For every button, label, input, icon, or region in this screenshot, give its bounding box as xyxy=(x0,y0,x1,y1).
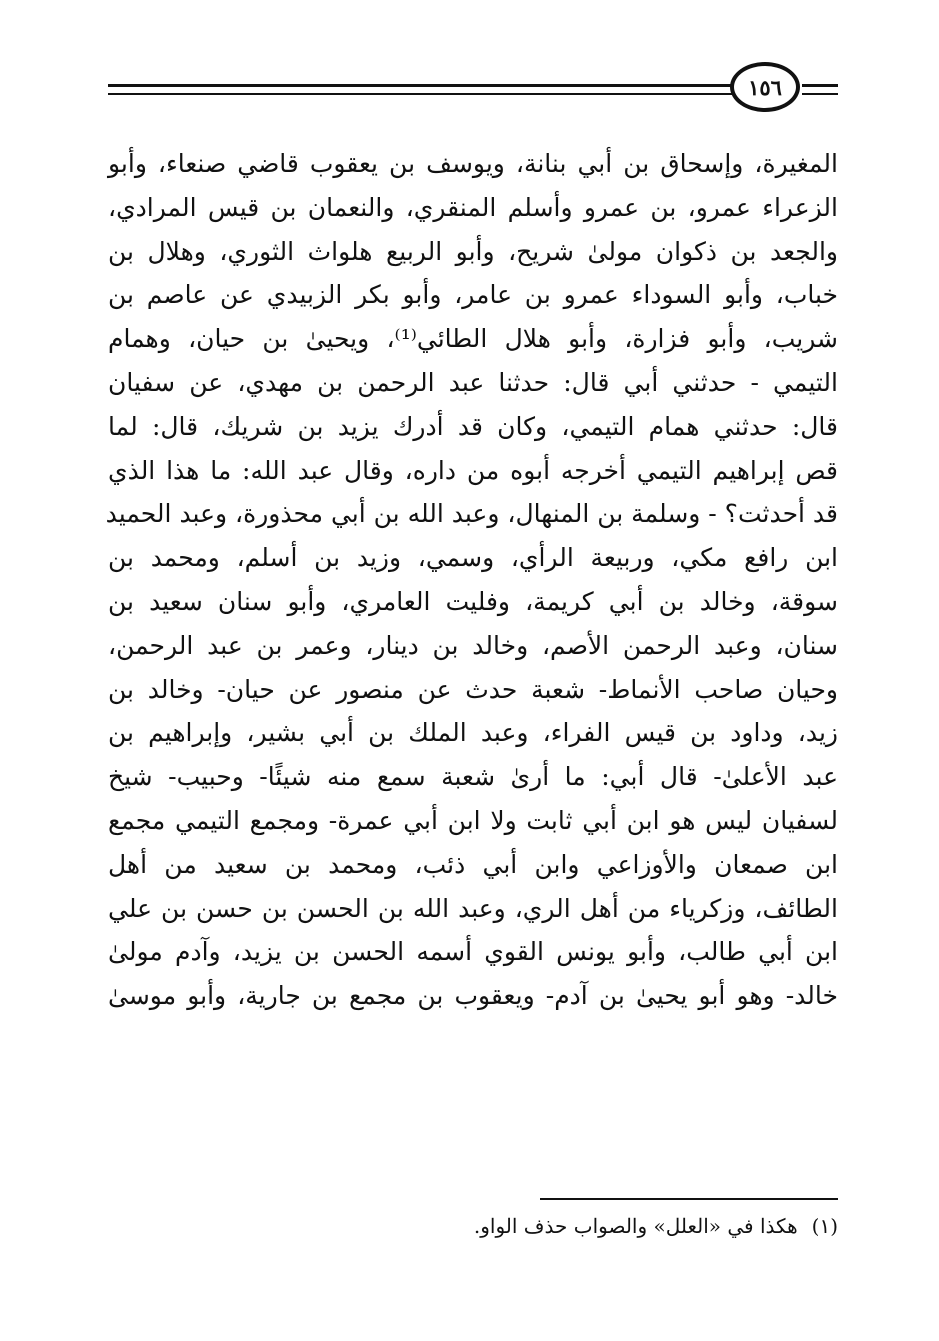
text-line: الطائف، وزكرياء من أهل الري، وعبد الله بن الحسن بن حسن بن علي xyxy=(108,893,838,923)
text-line: ابن رافع مكي، وربيعة الرأي، وسمي، وزيد بن أسلم، ومحمد بن xyxy=(108,543,838,573)
page-number: ١٥٦ xyxy=(730,62,800,112)
header-rule xyxy=(108,93,732,95)
main-text xyxy=(105,142,838,1018)
text-line: والجعد بن ذكوان مولىٰ شريح، وأبو الربيع هلواث الثوري، وهلال بن xyxy=(108,236,838,266)
text-line: ابن صمعان والأوزاعي وابن أبي ذئب، ومحمد بن سعيد من أهل xyxy=(108,849,838,879)
header-rule xyxy=(108,84,732,87)
text-line: المغيرة، وإسحاق بن أبي بنانة، ويوسف بن يعقوب قاضي صنعاء، وأبو xyxy=(108,149,838,178)
header-rule xyxy=(802,93,838,95)
text-line: عبد الأعلىٰ- قال أبي: ما أرىٰ شعبة سمع منه شيئًا- وحبيب- شيخ xyxy=(108,762,838,792)
footnote-text: هكذا في «العلل» والصواب حذف الواو. xyxy=(473,1214,798,1238)
text-line: لسفيان ليس هو ابن أبي ثابت ولا ابن أبي عمرة- ومجمع التيمي مجمع xyxy=(108,805,838,835)
text-line: قال: حدثني همام التيمي، وكان قد أدرك يزيد بن شريك، قال: لما xyxy=(108,411,838,441)
text-line: ابن أبي طالب، وأبو يونس القوي أسمه الحسن بن يزيد، وآدم مولىٰ xyxy=(108,937,838,967)
text-line: الزعراء عمرو، بن عمرو وأسلم المنقري، والنعمان بن قيس المرادي، xyxy=(108,192,838,222)
text-line: قد أحدثت؟ - وسلمة بن المنهال، وعبد الله بن أبي محذورة، وعبد الحميد xyxy=(105,499,838,529)
footnote xyxy=(474,1214,838,1238)
header-rule xyxy=(802,84,838,87)
footnote-separator xyxy=(540,1198,838,1200)
text-line: سوقة، وخالد بن أبي كريمة، وفليت العامري، وأبو سنان سعيد بن xyxy=(108,586,838,616)
text-line: وحيان صاحب الأنماط- شعبة حدث عن منصور عن حيان- وخالد بن xyxy=(108,674,838,704)
text-line: سنان، وعبد الرحمن الأصم، وخالد بن دينار، وعمر بن عبد الرحمن، xyxy=(108,630,838,660)
text-line: خالد- وهو أبو يحيىٰ بن آدم- ويعقوب بن مجمع بن جارية، وأبو موسىٰ xyxy=(108,981,838,1011)
text-line: شريب، وأبو فزارة، وأبو هلال الطائي⁽¹⁾، ويحيىٰ بن حيان، وهمام xyxy=(108,324,838,354)
page-header xyxy=(108,62,838,118)
text-line: التيمي - حدثني أبي قال: حدثنا عبد الرحمن بن مهدي، عن سفيان xyxy=(108,367,838,397)
text-line: قص إبراهيم التيمي أخرجه أبوه من داره، وقال عبد الله: ما هذا الذي xyxy=(108,455,838,485)
footnote-number: (١) xyxy=(811,1214,838,1238)
text-line: زيد، وداود بن قيس الفراء، وعبد الملك بن أبي بشير، وإبراهيم بن xyxy=(108,718,838,748)
text-line: خباب، وأبو السوداء عمرو بن عامر، وأبو بكر الزبيدي عن عاصم بن xyxy=(108,280,838,310)
